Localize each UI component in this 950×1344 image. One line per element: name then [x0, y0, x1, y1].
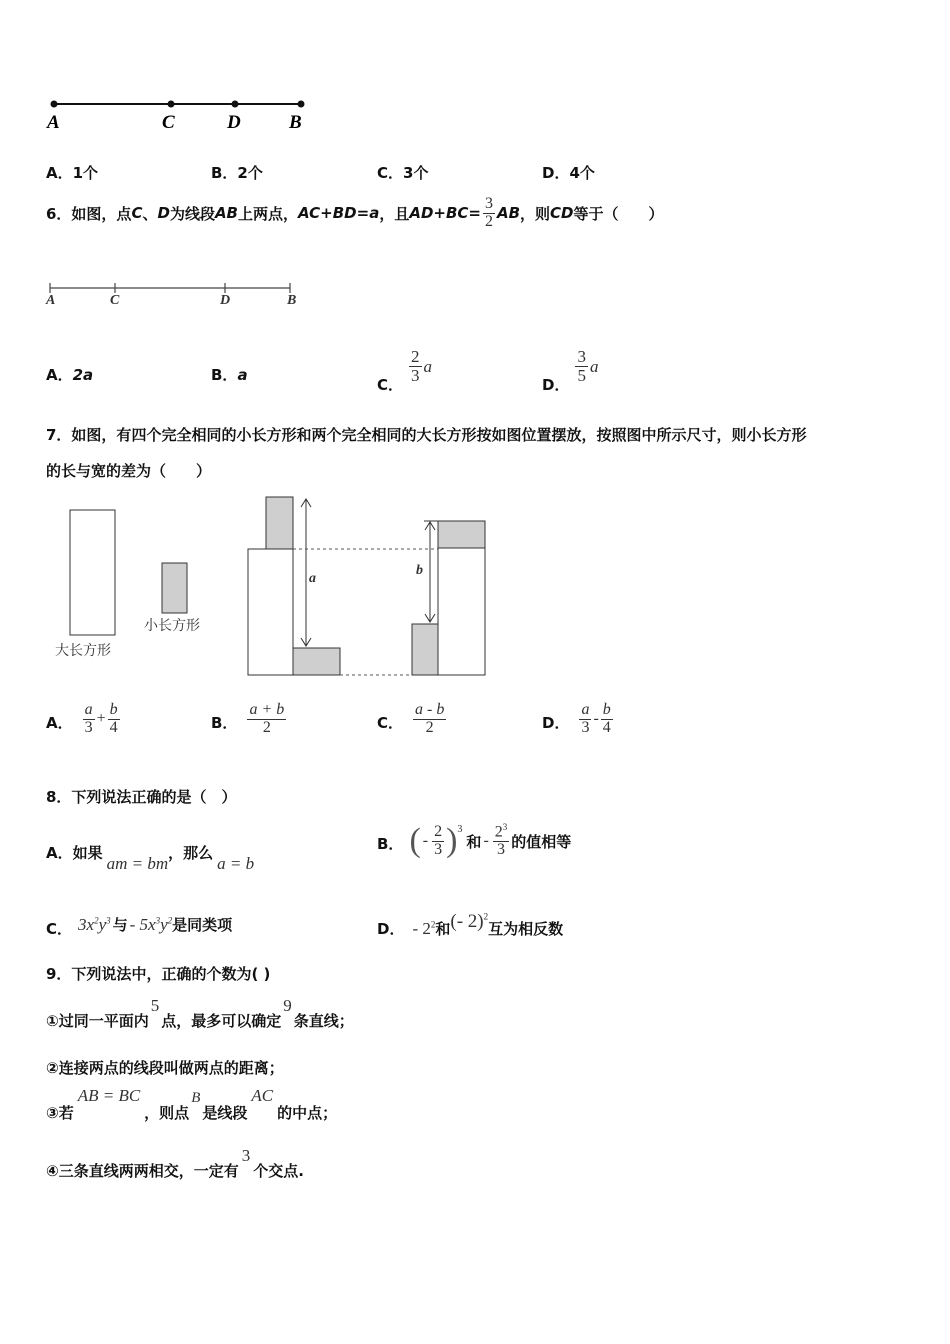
q6-question: 6．如图，点 C 、 D 为线段 AB 上两点， AC+BD=a ，且 AD+BC= $\frac{3}{2}$ AB ，则 CD 等于（ ） [46, 195, 664, 230]
q8-option-c[interactable]: C． $3x^2y^3$ 与 - $5x^3y^2$ 是同类项 [46, 914, 233, 938]
q9-statement-4: ④三条直线两两相交，一定有 3 个交点. [46, 1146, 304, 1180]
q6-fraction: $\frac{3}{2}$ [484, 195, 493, 230]
q6-point-b: B [287, 293, 297, 308]
q6-option-d[interactable]: D． $\frac{3}{5}$ a [542, 347, 599, 394]
q6-option-b[interactable]: B．a [211, 366, 248, 384]
q5-point-d: D [227, 112, 241, 133]
q9-statement-1: ①过同一平面内 5 点，最多可以确定 9 条直线； [46, 996, 354, 1030]
q9-statement-2: ②连接两点的线段叫做两点的距离； [46, 1059, 284, 1077]
q9-question: 9．下列说法中，正确的个数为( ) [46, 965, 271, 983]
q7-question-line2: 的长与宽的差为（ ） [46, 462, 212, 480]
q6-point-a: A [46, 293, 56, 308]
q6-segment-figure [40, 278, 310, 310]
q7-question-line1: 7．如图，有四个完全相同的小长方形和两个完全相同的大长方形按如图位置摆放，按照图中所示尺寸，则小长方形 [46, 426, 807, 444]
q8-option-d[interactable]: D． - $2^2$ 和 (- 2)$^2$ 互为相反数 [377, 910, 564, 938]
q5-option-c[interactable]: C．3个 [377, 164, 429, 182]
q7-small-label: 小长方形 [144, 618, 200, 634]
q7-option-c[interactable]: C． $\frac{a - b}{2}$ [377, 701, 445, 736]
q5-option-d[interactable]: D．4个 [542, 164, 595, 182]
q8-option-a[interactable]: A．如果 am = bm ，那么 a = b [46, 844, 255, 873]
q7-option-d[interactable]: D． $\frac{a}{3}$ - $\frac{b}{4}$ [542, 701, 611, 736]
q7-big-rect-sample [70, 510, 115, 635]
q7-option-b[interactable]: B． $\frac{a + b}{2}$ [211, 701, 285, 736]
q6-point-c: C [110, 293, 120, 308]
q6-option-a[interactable]: A．2a [46, 366, 94, 384]
q7-rectangles-figure [50, 490, 500, 685]
q7-a-label: a [309, 571, 316, 586]
q5-point-a: A [47, 112, 60, 133]
q7-big-label: 大长方形 [55, 643, 111, 659]
q8-question: 8．下列说法正确的是（ ） [46, 788, 237, 806]
q6-option-c[interactable]: C． $\frac{2}{3}$ a [377, 347, 433, 394]
q5-point-c: C [162, 112, 175, 133]
q7-option-a[interactable]: A． $\frac{a}{3}$ + $\frac{b}{4}$ [46, 701, 118, 736]
q5-option-a[interactable]: A．1个 [46, 164, 99, 182]
q5-option-b[interactable]: B．2个 [211, 164, 263, 182]
q7-b-label: b [416, 563, 423, 578]
q6-point-d: D [220, 293, 231, 308]
q8-option-b[interactable]: B． ( - $\frac{2}{3}$ ) 3 和 - $\frac{2^3}{3}$ 的值相等 [377, 822, 572, 859]
q5-segment-figure [40, 90, 320, 135]
q5-point-b: B [289, 112, 302, 133]
q9-statement-3: ③若 AB = BC ，则点 B 是线段 AC 的中点； [46, 1086, 338, 1122]
q7-small-rect-sample [162, 563, 187, 613]
